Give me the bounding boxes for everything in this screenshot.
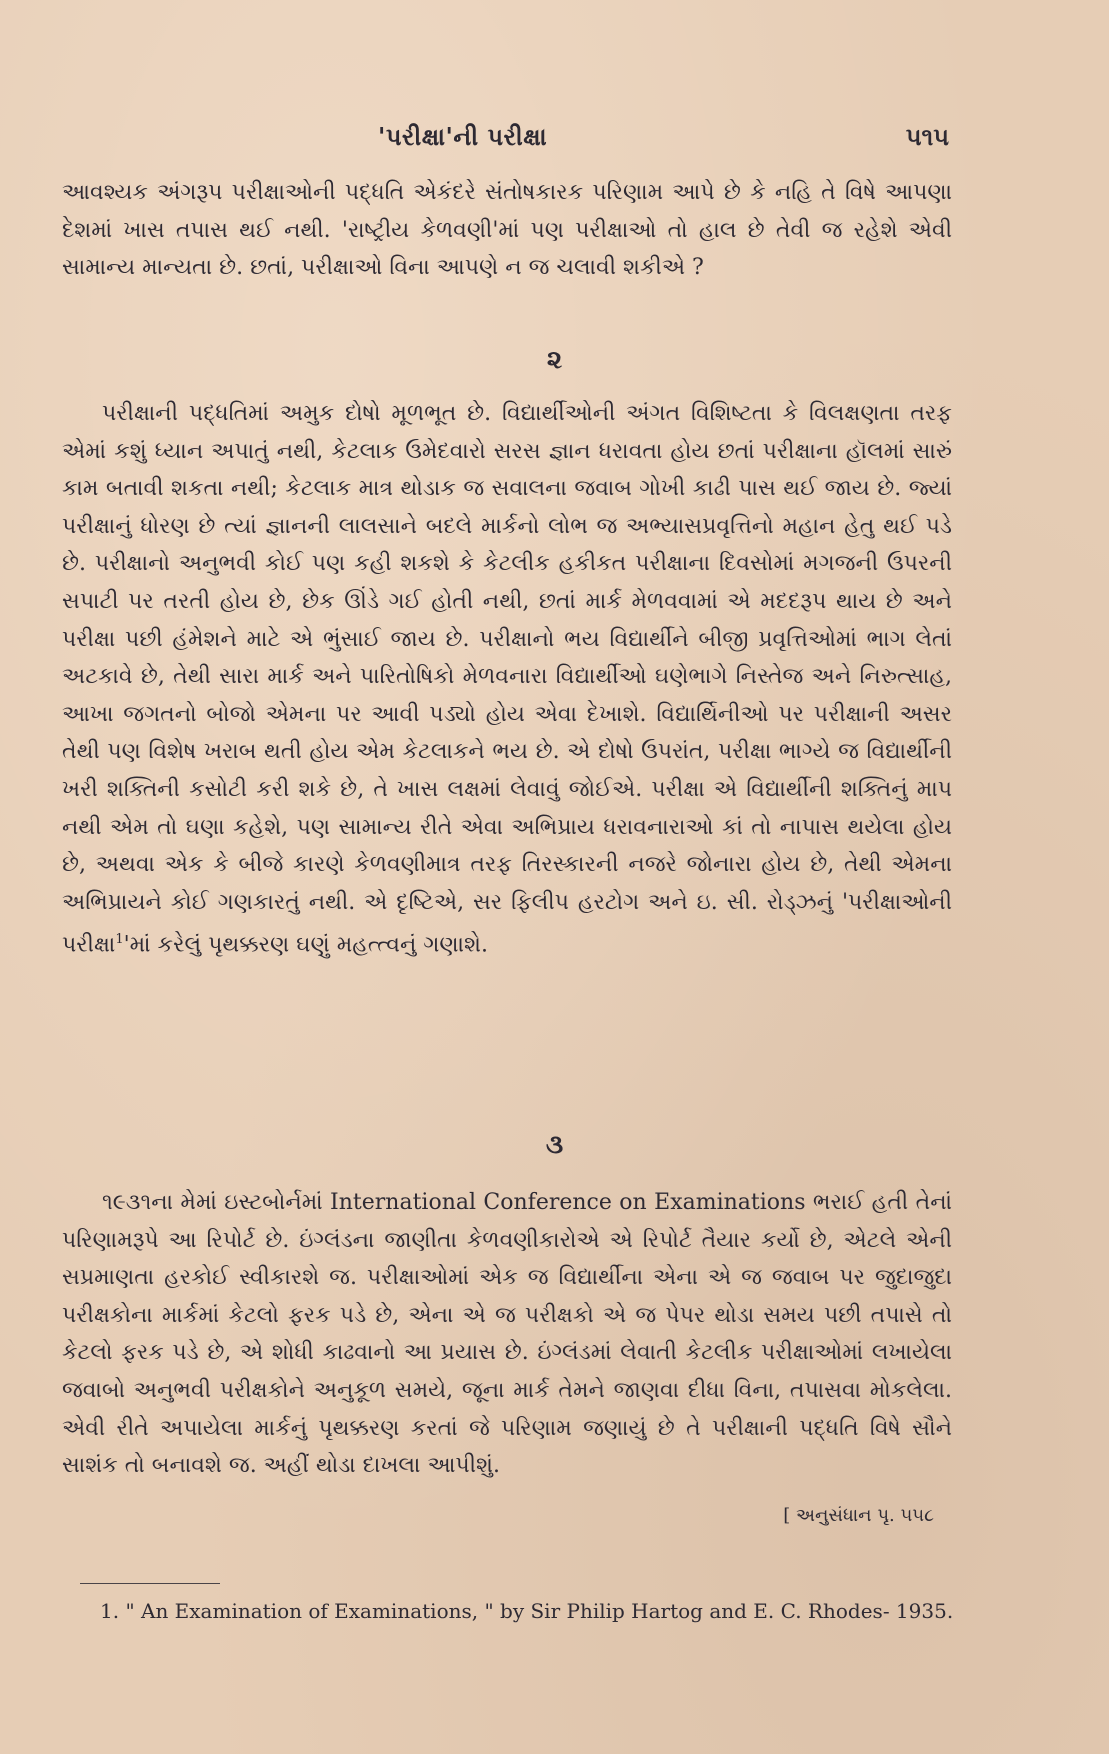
- paragraph-1: આવશ્યક અંગરૂપ પરીક્ષાઓની પદ્ધતિ એકંદરે સંતોષકારક પરિણામ આપે છે કે નહિ તે વિષે આપણા દેશમાં ખાસ તપાસ થઈ નથી. 'રાષ્ટ્રીય કેળવણી'માં પણ પરીક્ષાઓ તો હાલ છે તેવી જ રહેશે એવી સામાન્ય માન્યતા છે. છતાં, પરીક્ષાઓ વિના આપણે ન જ ચલાવી શકીએ ?: [62, 180, 952, 281]
- continued-note: [ અનુસંધાન પૃ. ૫૫૮: [783, 1505, 934, 1526]
- section-number-3: ૩: [545, 1130, 564, 1160]
- paragraph-2: [62, 395, 952, 964]
- running-title: 'પરીક્ષા'ની પરીક્ષા: [378, 122, 548, 151]
- section-number-2: ૨: [546, 345, 563, 375]
- page-number: ૫૧૫: [905, 122, 949, 151]
- paragraph-2-tail: 'માં કરેલું પૃથક્કરણ ઘણું મહત્ત્વનું ગણાશે.: [123, 932, 488, 958]
- footnote-marker: 1: [115, 932, 124, 948]
- footnote-divider: [80, 1583, 220, 1584]
- paragraph-2-text: પરીક્ષાની પદ્ધતિમાં અમુક દોષો મૂળભૂત છે. વિદ્યાર્થીઓની અંગત વિશિષ્ટતા કે વિલક્ષણતા તરફ એમાં કશું ધ્યાન અપાતું નથી, કેટલાક ઉમેદવારો સરસ જ્ઞાન ધરાવતા હોય છતાં પરીક્ષાના હૉલમાં સારું કામ બતાવી શકતા નથી; કેટલાક માત્ર થોડાક જ સવાલના જવાબ ગોખી કાઢી પાસ થઈ જાય છે. જ્યાં પરીક્ષાનું ધોરણ છે ત્યાં જ્ઞાનની લાલસાને બદલે માર્કનો લોભ જ અભ્યાસપ્રવૃત્તિનો મહાન હેતુ થઈ પડે છે. પરીક્ષાનો અનુભવી કોઈ પણ કહી શકશે કે કેટલીક હકીકત પરીક્ષાના દિવસોમાં મગજની ઉપરની સપાટી પર તરતી હોય છે, છેક ઊંડે ગઈ હોતી નથી, છતાં માર્ક મેળવવામાં એ મદદરૂપ થાય છે અને પરીક્ષા પછી હંમેશને માટે એ ભુંસાઈ જાય છે. પરીક્ષાનો ભય વિદ્યાર્થીને બીજી પ્રવૃત્તિઓમાં ભાગ લેતાં અટકાવે છે, તેથી સારા માર્ક અને પારિતોષિકો મેળવનારા વિદ્યાર્થીઓ ઘણેભાગે નિસ્તેજ અને નિરુત્સાહ, આખા જગતનો બોજો એમના પર આવી પડ્યો હોય એવા દેખાશે. વિદ્યાર્થિનીઓ પર પરીક્ષાની અસર તેથી પણ વિશેષ ખરાબ થતી હોય એમ કેટલાકને ભય છે. એ દોષો ઉપરાંત, પરીક્ષા ભાગ્યે જ વિદ્યાર્થીની ખરી શક્તિની કસોટી કરી શકે છે, તે ખાસ લક્ષમાં લેવાવું જોઈએ. પરીક્ષા એ વિદ્યાર્થીની શક્તિનું માપ નથી એમ તો ઘણા કહેશે, પણ સામાન્ય રીતે એવા અભિપ્રાય ધરાવનારાઓ કાં તો નાપાસ થયેલા હોય છે, અથવા એક કે બીજે કારણે કેળવણીમાત્ર તરફ તિરસ્કારની નજરે જોનારા હોય છે, તેથી એમના અભિપ્રાયને કોઈ ગણકારતું નથી. એ દૃષ્ટિએ, સર ફિલીપ હરટોગ અને ઇ. સી. રોડ્ઝનું 'પરીક્ષાઓની પરીક્ષા: [62, 401, 952, 958]
- page-header: [0, 118, 1109, 158]
- paragraph-3: ૧૯૩૧ના મેમાં ઇસ્ટબોર્નમાં International Conference on Examinations ભરાઈ હતી તેનાં પરિણામરૂપે આ રિપોર્ટ છે. ઇંગ્લંડના જાણીતા કેળવણીકારોએ એ રિપોર્ટ તૈયાર કર્યો છે, એટલે એની સપ્રમાણતા હરકોઈ સ્વીકારશે જ. પરીક્ષાઓમાં એક જ વિદ્યાર્થીના એના એ જ જવાબ પર જુદાજુદા પરીક્ષકોના માર્કમાં કેટલો ફરક પડે છે, એના એ જ પરીક્ષકો એ જ પેપર થોડા સમય પછી તપાસે તો કેટલો ફરક પડે છે, એ શોધી કાઢવાનો આ પ્રયાસ છે. ઇંગ્લંડમાં લેવાતી કેટલીક પરીક્ષાઓમાં લખાયેલા જવાબો અનુભવી પરીક્ષકોને અનુકૂળ સમયે, જૂના માર્ક તેમને જાણવા દીધા વિના, તપાસવા મોકલેલા. એવી રીતે અપાયેલા માર્કનું પૃથક્કરણ કરતાં જે પરિણામ જણાયું છે તે પરીક્ષાની પદ્ધતિ વિષે સૌને સાશંક તો બનાવશે જ. અહીં થોડા દાખલા આપીશું.: [62, 1190, 952, 1479]
- footnote: 1. " An Examination of Examinations, " by Sir Philip Hartog and E. C. Rhodes- 1935.: [100, 1599, 954, 1623]
